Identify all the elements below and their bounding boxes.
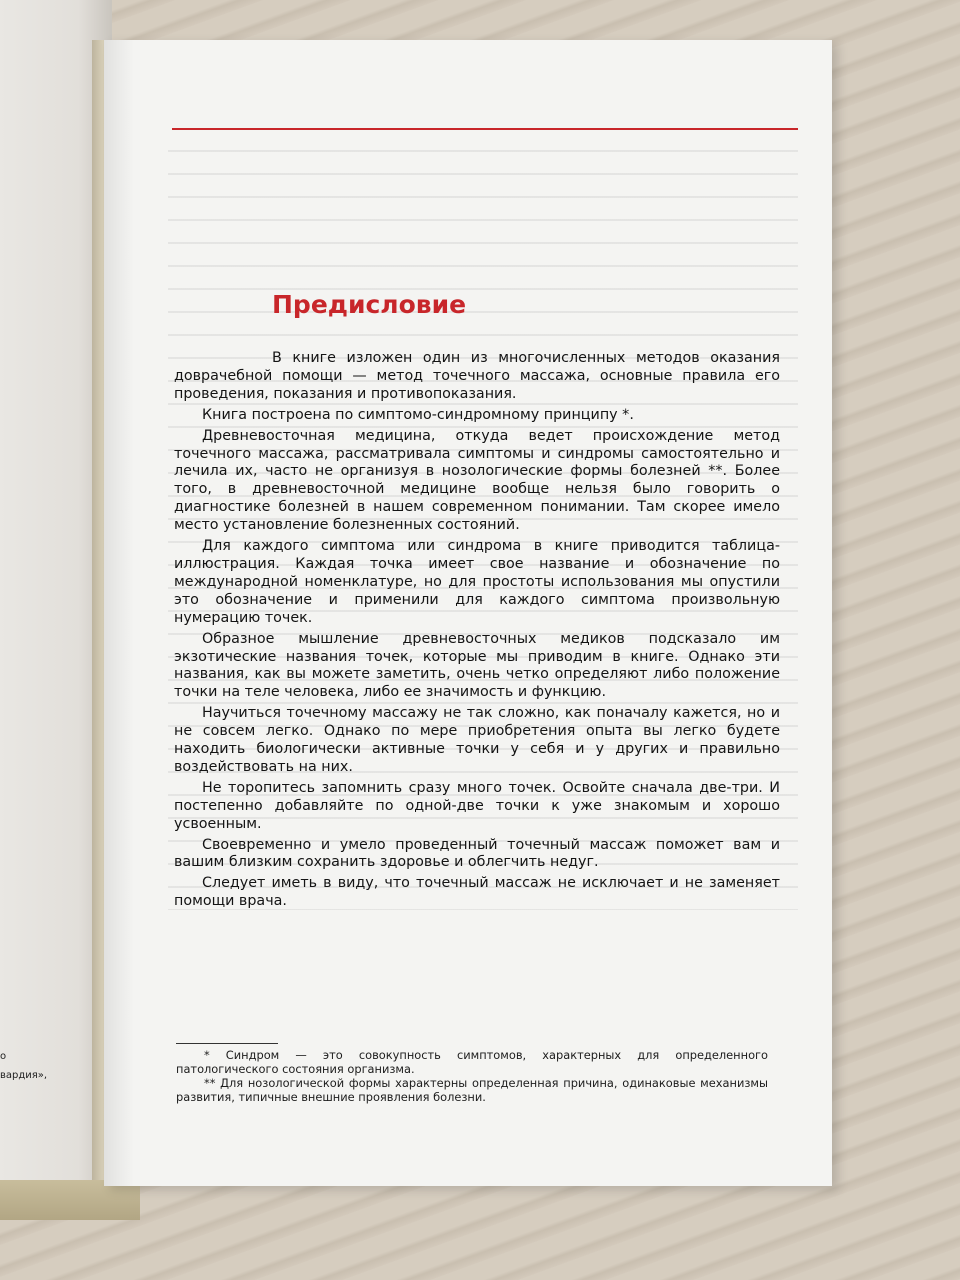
paragraph: Научиться точечному массажу не так сложно, как поначалу кажется, но и не совсем легко. Однако по мере приобретения опыта вы легко будете находить биологически активные точки у себя и у других и правильно воздействовать на них. [174, 705, 780, 775]
paragraph: Древневосточная медицина, откуда ведет происхождение метод точечного массажа, рассматривала симптомы и синдромы самостоятельно и лечила их, часто не организуя в нозологические формы болезней **. Более того, в древневосточной медицине вообще нельзя было говорить о диагностике болезней в нашем современном понимании. Там скорее имело место установление болезненных состояний. [174, 427, 780, 534]
paragraph: Не торопитесь запомнить сразу много точек. Освойте сначала две-три. И постепенно добавляйте по одной-две точки к уже знакомым и хорошо усвоенным. [174, 779, 780, 832]
footnote: * Синдром — это совокупность симптомов, характерных для определенного патологического состояния организма. [176, 1048, 768, 1076]
footnote-rule [176, 1043, 278, 1044]
page-gutter-shadow [104, 40, 134, 1186]
paragraph: Следует иметь в виду, что точечный массаж не исключает и не заменяет помощи врача. [174, 875, 780, 910]
footnote: ** Для нозологической формы характерны определенная причина, одинаковые механизмы развития, типичные внешние проявления болезни. [176, 1076, 768, 1104]
paragraph: Книга построена по симптомо-синдромному принципу *. [202, 406, 634, 423]
left-page-fragment: о [0, 1051, 7, 1062]
paragraph: Для каждого симптома или синдрома в книге приводится таблица-иллюстрация. Каждая точка имеет свое название и обозначение по международной номенклатуре, но для простоты использования мы опустили это обозначение и применили для каждого симптома произвольную нумерацию точек. [174, 538, 780, 626]
left-page-fragment: вардия», [0, 1070, 48, 1081]
header-rule [172, 128, 798, 130]
paragraph: Образное мышление древневосточных медиков подсказало им экзотические названия точек, которые мы приводим в книге. Однако эти названия, как вы можете заметить, очень четко определяют либо положение точки на теле человека, либо ее значимость и функцию. [174, 630, 780, 701]
body-text [174, 350, 780, 914]
paragraph: Своевременно и умело проведенный точечный массаж поможет вам и вашим близким сохранить здоровье и облегчить недуг. [174, 836, 780, 871]
footnotes [176, 1049, 768, 1105]
page-title: Предисловие [272, 290, 467, 319]
book-cover-bottom [0, 1180, 140, 1220]
paragraph: В книге изложен один из многочисленных методов оказания доврачебной помощи — метод точечного массажа, основные правила его проведения, показания и противопоказания. [174, 350, 780, 402]
